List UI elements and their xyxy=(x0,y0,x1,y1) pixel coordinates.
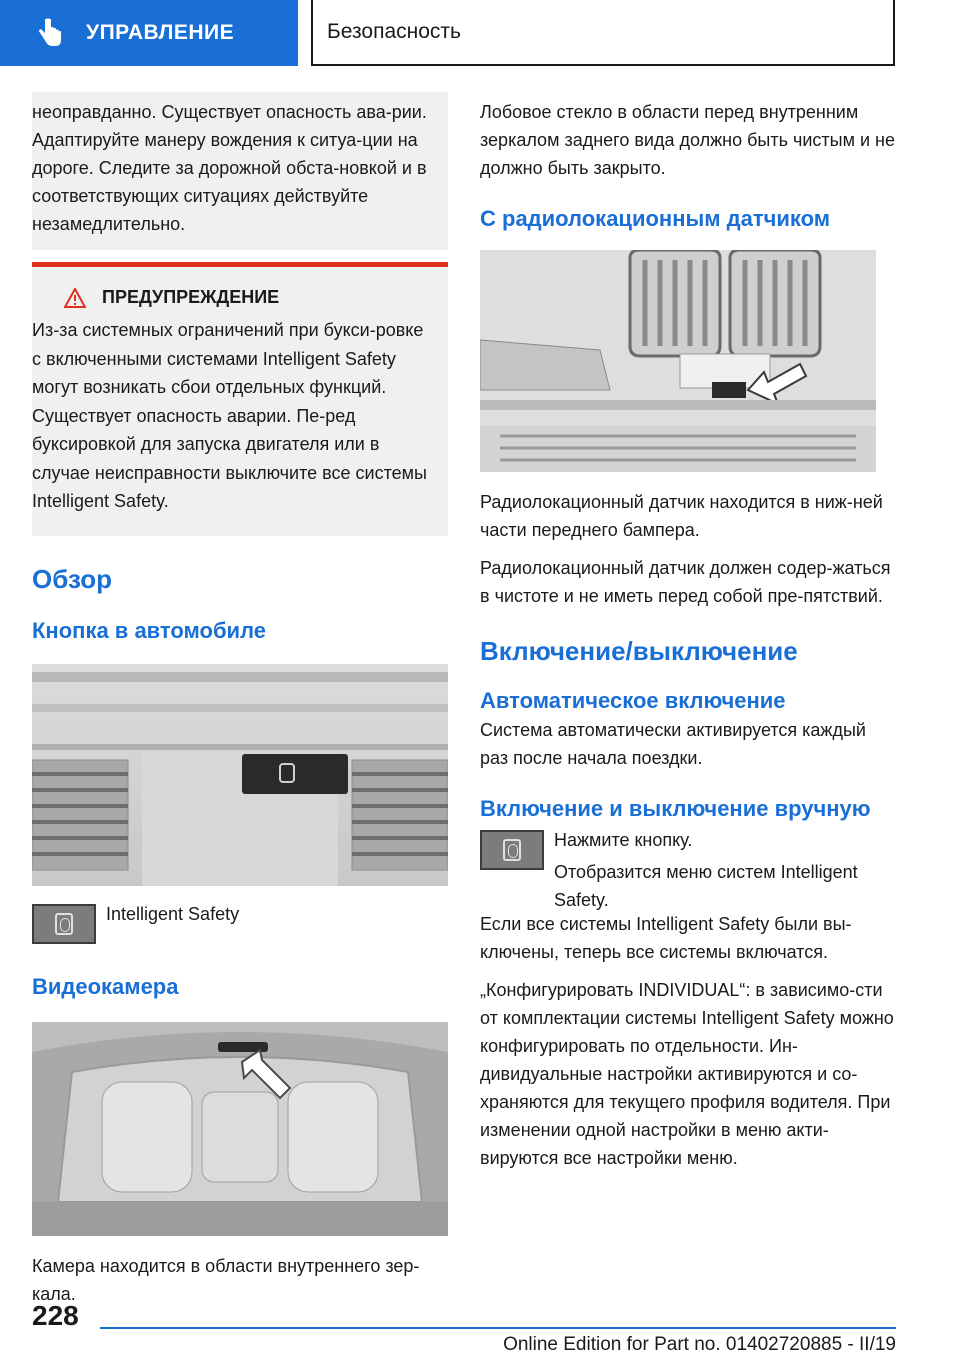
section-title: Безопасность xyxy=(327,20,461,43)
camera-interior-image xyxy=(32,1022,448,1236)
right-column xyxy=(480,92,896,1172)
button-caption: Intelligent Safety xyxy=(106,903,240,924)
continued-warning-box xyxy=(32,92,448,250)
press-button-row xyxy=(480,830,896,910)
section-header xyxy=(311,0,895,66)
footer-rule xyxy=(100,1327,896,1329)
radar-location-text: Радиолокационный датчик находится в ниж-ней части переднего бампера. xyxy=(480,492,883,540)
radar-clean-text: Радиолокационный датчик должен содер-жаться в чистоте и не иметь перед собой пре-пятствий. xyxy=(480,558,891,606)
edition-label: Online Edition for Part no. 01402720885 - II/19 xyxy=(503,1334,896,1355)
warning-text: Из-за системных ограничений при букси-ровке с включенными системами Intelligent Safety могут возникать сбои отдельных функций. Существует опасность аварии. Пе-ред буксировкой для запуска двигателя или в случае неисправности выключите все системы Intelligent Safety. xyxy=(32,320,427,511)
chapter-tab[interactable] xyxy=(0,0,298,66)
warning-heading xyxy=(32,287,434,308)
radar-bumper-image xyxy=(480,250,896,472)
heading-button-in-car: Кнопка в автомобиле xyxy=(32,617,266,643)
heading-auto-on: Автоматическое включение xyxy=(480,688,786,713)
all-systems-text: Если все системы Intelligent Safety были вы-ключены, теперь все системы включатся. xyxy=(480,914,852,962)
warning-box xyxy=(32,262,448,536)
intelligent-safety-button-icon xyxy=(480,830,544,870)
heading-overview: Обзор xyxy=(32,563,112,594)
chapter-tab-label: УПРАВЛЕНИЕ xyxy=(86,21,235,44)
continued-warning-text: неоправданно. Существует опасность ава-рии. Адаптируйте манеру вождения к ситуа-ции на дороге. Следите за дорожной обста-новкой и в соответствующих ситуациях действуйте незамедлительно. xyxy=(32,102,427,234)
heading-camera: Видеокамера xyxy=(32,973,179,999)
auto-on-text: Система автоматически активируется каждый раз после начала поездки. xyxy=(480,720,866,768)
page-number: 228 xyxy=(32,1300,79,1331)
press-button-text: Нажмите кнопку. xyxy=(554,830,693,850)
left-column xyxy=(32,92,448,1308)
camera-caption: Камера находится в области внутреннего зер-кала. xyxy=(32,1255,420,1304)
windshield-text: Лобовое стекло в области перед внутренним зеркалом заднего вида должно быть чистым и не должно быть закрыто. xyxy=(480,102,895,178)
heading-manual-on-off: Включение и выключение вручную xyxy=(480,796,871,821)
warning-title: ПРЕДУПРЕЖДЕНИЕ xyxy=(102,287,280,307)
warning-triangle-icon xyxy=(64,288,86,308)
button-caption-row xyxy=(32,904,448,944)
menu-appears-text: Отобразится меню систем Intelligent Safety. xyxy=(554,862,858,910)
heading-on-off: Включение/выключение xyxy=(480,636,798,666)
hand-pointer-icon xyxy=(36,18,64,48)
individual-config-text: „Конфигурировать INDIVIDUAL“: в зависимо-сти от комплектации системы Intelligent Safety можно конфигурировать по отдельности. Ин-дивидуальные настройки активируются и со-храняются для текущего профиля водителя. При изменении одной настройки в меню акти-вируются все настройки меню. xyxy=(480,980,894,1168)
heading-radar: С радиолокационным датчиком xyxy=(480,206,831,231)
intelligent-safety-button-icon xyxy=(32,904,96,944)
dashboard-button-image xyxy=(32,664,448,886)
